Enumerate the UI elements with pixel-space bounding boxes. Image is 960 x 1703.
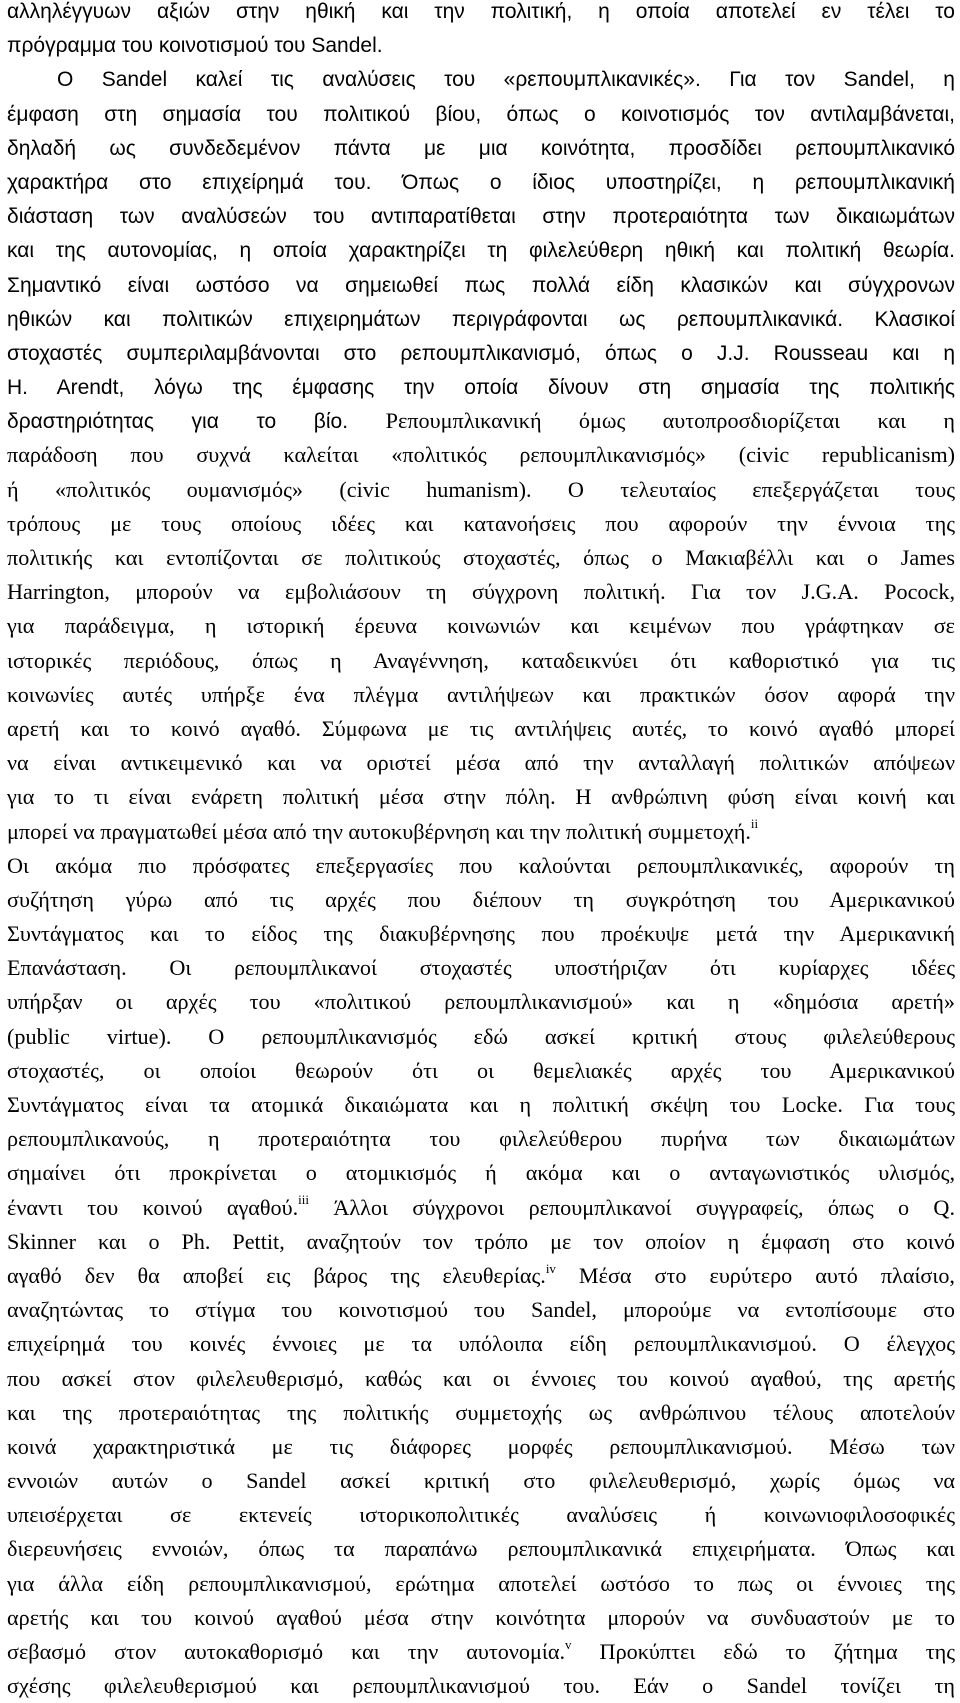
text-segment: Συντάγματος είναι τα ατομικά δικαιώματα και η πολιτική σκέψη του Locke. Για τους [7, 1092, 955, 1117]
text-line [7, 1601, 955, 1635]
text-segment: Skinner και ο Ph. Pettit, αναζητούν τον τρόπο με τον οποίον η έμφαση στο κοινό [7, 1228, 955, 1254]
text-line [7, 609, 955, 643]
text-segment: ιστορικές περιόδους, όπως η Αναγέννηση, καταδεικνύει ότι καθοριστικό για τις [7, 647, 955, 673]
text-segment: που ασκεί στον φιλελευθερισμό, καθώς και οι έννοιες του κοινού αγαθού, της αρετής [7, 1365, 955, 1391]
text-line [7, 1498, 955, 1532]
text-line [7, 233, 955, 267]
text-segment: αλληλέγγυων αξιών στην ηθική και την πολιτική, η οποία αποτελεί εν τέλει το [7, 0, 955, 23]
text-segment: υπήρξαν οι αρχές του «πολιτικού ρεπουμπλικανισμού» και η «δημόσια αρετή» [7, 989, 955, 1015]
text-line [7, 1396, 955, 1430]
text-segment: αρετής και του κοινού αγαθού μέσα στην κοινότητα μπορούν να συνδυαστούν με το [7, 1604, 955, 1630]
text-segment: και της προτεραιότητας της πολιτικής συμμετοχής ως ανθρώπινου τέλους αποτελούν [7, 1399, 955, 1425]
text-segment: μπορεί να πραγματωθεί μέσα από την αυτοκυβέρνηση και την πολιτική συμμετοχή. [7, 818, 751, 844]
text-line [7, 62, 955, 96]
text-line [7, 780, 955, 814]
text-segment: Προκύπτει εδώ το ζήτημα της [571, 1639, 955, 1664]
text-line [7, 1225, 955, 1259]
text-line [7, 1362, 955, 1396]
text-segment: για άλλα είδη ρεπουμπλικανισμού, ερώτημα αποτελεί ωστόσο το πως οι έννοιες της [7, 1570, 955, 1596]
text-segment: για παράδειγμα, η ιστορική έρευνα κοινωνιών και κειμένων που γράφτηκαν σε [7, 613, 955, 639]
text-segment: Σημαντικό είναι ωστόσο να σημειωθεί πως πολλά είδη κλασικών και σύγχρονων [7, 273, 955, 297]
text-segment: πολιτικής και εντοπίζονται σε πολιτικούς στοχαστές, όπως ο Μακιαβέλλι και ο James [7, 545, 955, 570]
text-segment: Σύμφωνα με τις αντιλήψεις αυτές, το κοινό αγαθό μπορεί [321, 715, 955, 741]
text-segment: ηθικών και πολιτικών επιχειρημάτων περιγράφονται ως ρεπουμπλικανικά. Κλασικοί [7, 307, 955, 331]
text-line [7, 1259, 955, 1293]
text-line [7, 1327, 955, 1361]
text-segment: Άλλοι σύγχρονοι ρεπουμπλικανοί συγγραφείς, όπως ο Q. [309, 1194, 956, 1220]
text-line [7, 1669, 955, 1703]
footnote-marker: v [565, 1636, 572, 1652]
text-line [7, 1020, 955, 1054]
text-segment: Οι ακόμα πιο πρόσφατες επεξεργασίες που καλούνται ρεπουμπλικανικές, αφορούν τη [7, 852, 955, 878]
document-page [7, 0, 955, 1703]
text-segment: τρόπους με τους οποίους ιδέες και κατανοήσεις που αφορούν την έννοια της [7, 510, 955, 536]
text-segment: διάσταση των αναλύσεών του αντιπαρατίθεται στην προτεραιότητα των δικαιωμάτων [7, 205, 955, 229]
text-segment: πρόγραμμα του κοινοτισμού του Sandel. [7, 34, 383, 58]
text-line [7, 678, 955, 712]
text-line [7, 1464, 955, 1498]
text-line [7, 1532, 955, 1566]
text-line [7, 28, 955, 62]
text-line [7, 849, 955, 883]
text-line [7, 131, 955, 165]
text-segment: ή «πολιτικός ουμανισμός» (civic humanism). [7, 476, 568, 502]
text-segment: στοχαστές, οι οποίοι θεωρούν ότι οι θεμελιακές αρχές του Αμερικανικού [7, 1057, 955, 1083]
text-segment: σχέσης φιλελευθερισμού και ρεπουμπλικανισμού του. Εάν ο Sandel τονίζει τη [7, 1673, 955, 1699]
text-line [7, 1430, 955, 1464]
text-line [7, 1088, 955, 1122]
text-line [7, 404, 955, 438]
text-line [7, 1635, 955, 1669]
text-line [7, 268, 955, 302]
text-segment: να είναι αντικειμενικό και να οριστεί μέσα από την ανταλλαγή πολιτικών απόψεων [7, 750, 955, 776]
text-line [7, 883, 955, 917]
text-segment: αναζητώντας το στίγμα του κοινοτισμού του Sandel, μπορούμε να εντοπίσουμε στο [7, 1297, 955, 1323]
text-segment: παράδοση που συχνά καλείται «πολιτικός ρεπουμπλικανισμός» (civic republicanism) [7, 442, 955, 468]
text-line [7, 917, 955, 951]
text-line [7, 644, 955, 678]
text-line [7, 507, 955, 541]
text-segment: για το τι είναι ενάρετη πολιτική μέσα στην πόλη. Η ανθρώπινη φύση είναι κοινή και [7, 784, 955, 810]
text-segment: Μέσα στο ευρύτερο αυτό πλαίσιο, [555, 1262, 955, 1288]
text-line [7, 541, 955, 575]
text-segment: χαρακτήρα στο επιχείρημά του. [7, 170, 403, 194]
text-segment: σημαίνει ότι προκρίνεται ο ατομικισμός ή ακόμα και ο ανταγωνιστικός υλισμός, [7, 1160, 955, 1186]
text-segment: αγαθό δεν θα αποβεί εις βάρος της ελευθερίας. [7, 1262, 546, 1288]
text-segment: Όπως ο ίδιος υποστηρίζει, η ρεπουμπλικανική [402, 170, 955, 194]
text-segment: κοινά χαρακτηριστικά με τις διάφορες μορφές ρεπουμπλικανισμού. Μέσω των [7, 1433, 955, 1459]
text-segment: ρεπουμπλικανούς, η προτεραιότητα του φιλελεύθερου πυρήνα των δικαιωμάτων [7, 1126, 955, 1152]
text-line [7, 1122, 955, 1156]
text-line [7, 746, 955, 780]
text-segment: υπεισέρχεται σε εκτενείς ιστορικοπολιτικές αναλύσεις ή κοινωνιοφιλοσοφικές [7, 1502, 955, 1528]
text-segment: Επανάσταση. Οι ρεπουμπλικανοί στοχαστές υποστήριζαν ότι κυρίαρχες ιδέες [7, 955, 955, 981]
text-line [7, 199, 955, 233]
footnote-marker: ii [750, 816, 759, 832]
text-segment: επιχείρημά του κοινές έννοιες με τα υπόλοιπα είδη ρεπουμπλικανισμού. Ο έλεγχος [7, 1331, 955, 1357]
footnote-marker: iii [298, 1192, 310, 1208]
text-segment: στοχαστές συμπεριλαμβάνονται στο ρεπουμπλικανισμό, όπως ο J.J. Rousseau και η [7, 341, 955, 365]
text-line [7, 302, 955, 336]
text-segment: αρετή και το κοινό αγαθό. [7, 715, 322, 741]
text-segment: Ο τελευταίος επεξεργάζεται τους [567, 476, 955, 502]
text-line [7, 951, 955, 985]
text-line [7, 97, 955, 131]
text-segment: συζήτηση γύρω από τις αρχές που διέπουν τη συγκρότηση του Αμερικανικού [7, 886, 955, 912]
text-line [7, 0, 955, 28]
text-segment: έμφαση στη σημασία του πολιτικού βίου, όπως ο κοινοτισμός τον αντιλαμβάνεται, [7, 102, 955, 126]
text-line [7, 712, 955, 746]
text-line [7, 815, 955, 849]
text-segment: (public virtue). Ο ρεπουμπλικανισμός εδώ ασκεί κριτική στους φιλελεύθερους [7, 1023, 955, 1049]
text-segment: Συντάγματος και το είδος της διακυβέρνησης που προέκυψε μετά την Αμερικανική [7, 921, 955, 947]
text-segment: κοινωνίες αυτές υπήρξε ένα πλέγμα αντιλήψεων και πρακτικών όσον αφορά την [7, 681, 955, 707]
text-line [7, 1191, 955, 1225]
text-line [7, 370, 955, 404]
text-segment: H. Arendt, λόγω της έμφασης την οποία δίνουν στη σημασία της πολιτικής [7, 376, 955, 400]
text-line [7, 336, 955, 370]
text-segment: και της αυτονομίας, η οποία χαρακτηρίζει τη φιλελεύθερη ηθική και πολιτική θεωρία. [7, 239, 955, 263]
text-segment: Ρεπουμπλικανική όμως αυτοπροσδιορίζεται και η [385, 408, 955, 434]
text-segment: δηλαδή ως συνδεδεμένον πάντα με μια κοινότητα, προσδίδει ρεπουμπλικανικό [7, 136, 955, 160]
footnote-marker: iv [545, 1260, 556, 1276]
text-segment: διερευνήσεις εννοιών, όπως τα παραπάνω ρεπουμπλικανικά επιχειρήματα. Όπως και [7, 1536, 955, 1562]
text-line [7, 575, 955, 609]
text-line [7, 1293, 955, 1327]
text-line [7, 473, 955, 507]
text-line [7, 165, 955, 199]
text-segment: έναντι του κοινού αγαθού. [7, 1194, 299, 1220]
text-line [7, 985, 955, 1019]
text-line [7, 1054, 955, 1088]
text-line [7, 1156, 955, 1190]
text-line [7, 438, 955, 472]
text-segment: σεβασμό στον αυτοκαθορισμό και την αυτονομία. [7, 1639, 566, 1664]
text-segment: δραστηριότητας για το βίο. [7, 410, 386, 434]
text-segment: Ο Sandel καλεί τις αναλύσεις του «ρεπουμπλικανικές». Για τον Sandel, η [57, 68, 955, 92]
text-segment: εννοιών αυτών ο Sandel ασκεί κριτική στο φιλελευθερισμό, χωρίς όμως να [7, 1468, 955, 1494]
text-segment: Harrington, μπορούν να εμβολιάσουν τη σύγχρονη πολιτική. Για τον J.G.A. Pocock, [7, 579, 955, 605]
